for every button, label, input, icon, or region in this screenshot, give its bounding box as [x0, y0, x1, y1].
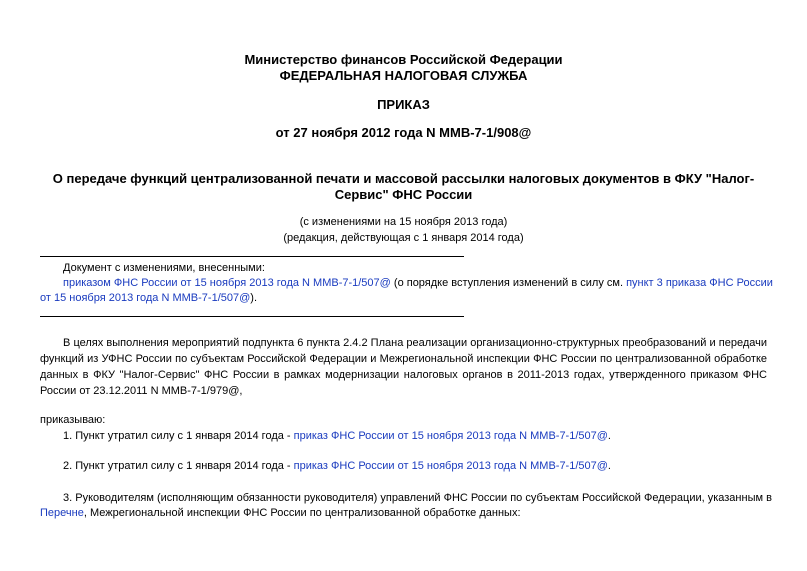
amend-line-2	[40, 291, 257, 305]
item-1	[63, 429, 611, 443]
amend-box-top-rule	[40, 256, 464, 257]
item-3-rest: , Межрегиональной инспекции ФНС России по централизованной обработке данных:	[83, 507, 521, 519]
item-3-list-link[interactable]: Перечне	[40, 507, 84, 519]
changes-note: (с изменениями на 15 ноября 2013 года)	[299, 216, 508, 228]
document-date-number: от 27 ноября 2012 года N ММВ-7-1/908@	[275, 125, 532, 140]
document-title-line-2: Сервис" ФНС России	[334, 187, 473, 202]
ministry-name: Министерство финансов Российской Федерации	[244, 52, 563, 67]
service-name: ФЕДЕРАЛЬНАЯ НАЛОГОВАЯ СЛУЖБА	[279, 68, 528, 83]
amend-clause-link-a[interactable]: пункт 3 приказа ФНС России	[626, 277, 773, 289]
item-3-line-1: 3. Руководителям (исполняющим обязанности руководителя) управлений ФНС России по субъектам Российской Федерации, указанным в	[63, 492, 772, 504]
document-type: ПРИКАЗ	[377, 97, 430, 112]
amend-intro: Документ с изменениями, внесенными:	[63, 262, 265, 274]
amend-box-bottom-rule	[40, 316, 464, 317]
preamble-line-2: функций из УФНС России по субъектам Российской Федерации и Межрегиональной инспекции ФНС России по централизованной обработке	[40, 353, 767, 365]
item-1-link[interactable]: приказ ФНС России от 15 ноября 2013 года N ММВ-7-1/507@	[293, 430, 608, 442]
order-word: приказываю:	[40, 414, 106, 426]
item-3-line-2	[40, 506, 521, 520]
preamble-line-4: России от 23.12.2011 N ММВ-7-1/979@,	[40, 385, 243, 397]
amend-clause-link-b[interactable]: от 15 ноября 2013 года N ММВ-7-1/507@	[40, 292, 251, 304]
item-2-end: .	[607, 460, 611, 472]
amend-line-1	[63, 276, 773, 290]
item-2-link[interactable]: приказ ФНС России от 15 ноября 2013 года N ММВ-7-1/507@	[293, 460, 608, 472]
document-title-line-1: О передаче функций централизованной печати и массовой рассылки налоговых документов в ФКУ "Налог-	[52, 171, 755, 186]
item-2	[63, 459, 611, 473]
edition-note: (редакция, действующая с 1 января 2014 года)	[283, 232, 524, 244]
preamble-line-1: В целях выполнения мероприятий подпункта 6 пункта 2.4.2 Плана реализации организационно-структурных преобразований и передачи	[63, 337, 767, 349]
amend-note-text: (о порядке вступления изменений в силу см.	[390, 277, 627, 289]
item-1-text: 1. Пункт утратил силу с 1 января 2014 года -	[63, 430, 294, 442]
amend-order-link[interactable]: приказом ФНС России от 15 ноября 2013 года N ММВ-7-1/507@	[63, 277, 391, 289]
amend-close-text: ).	[250, 292, 258, 304]
item-2-text: 2. Пункт утратил силу с 1 января 2014 года -	[63, 460, 294, 472]
item-1-end: .	[607, 430, 611, 442]
preamble-line-3: данных в ФКУ "Налог-Сервис" ФНС России в рамках модернизации налоговых органов в 2011-2013 годах, утвержденного приказом ФНС	[40, 369, 767, 381]
